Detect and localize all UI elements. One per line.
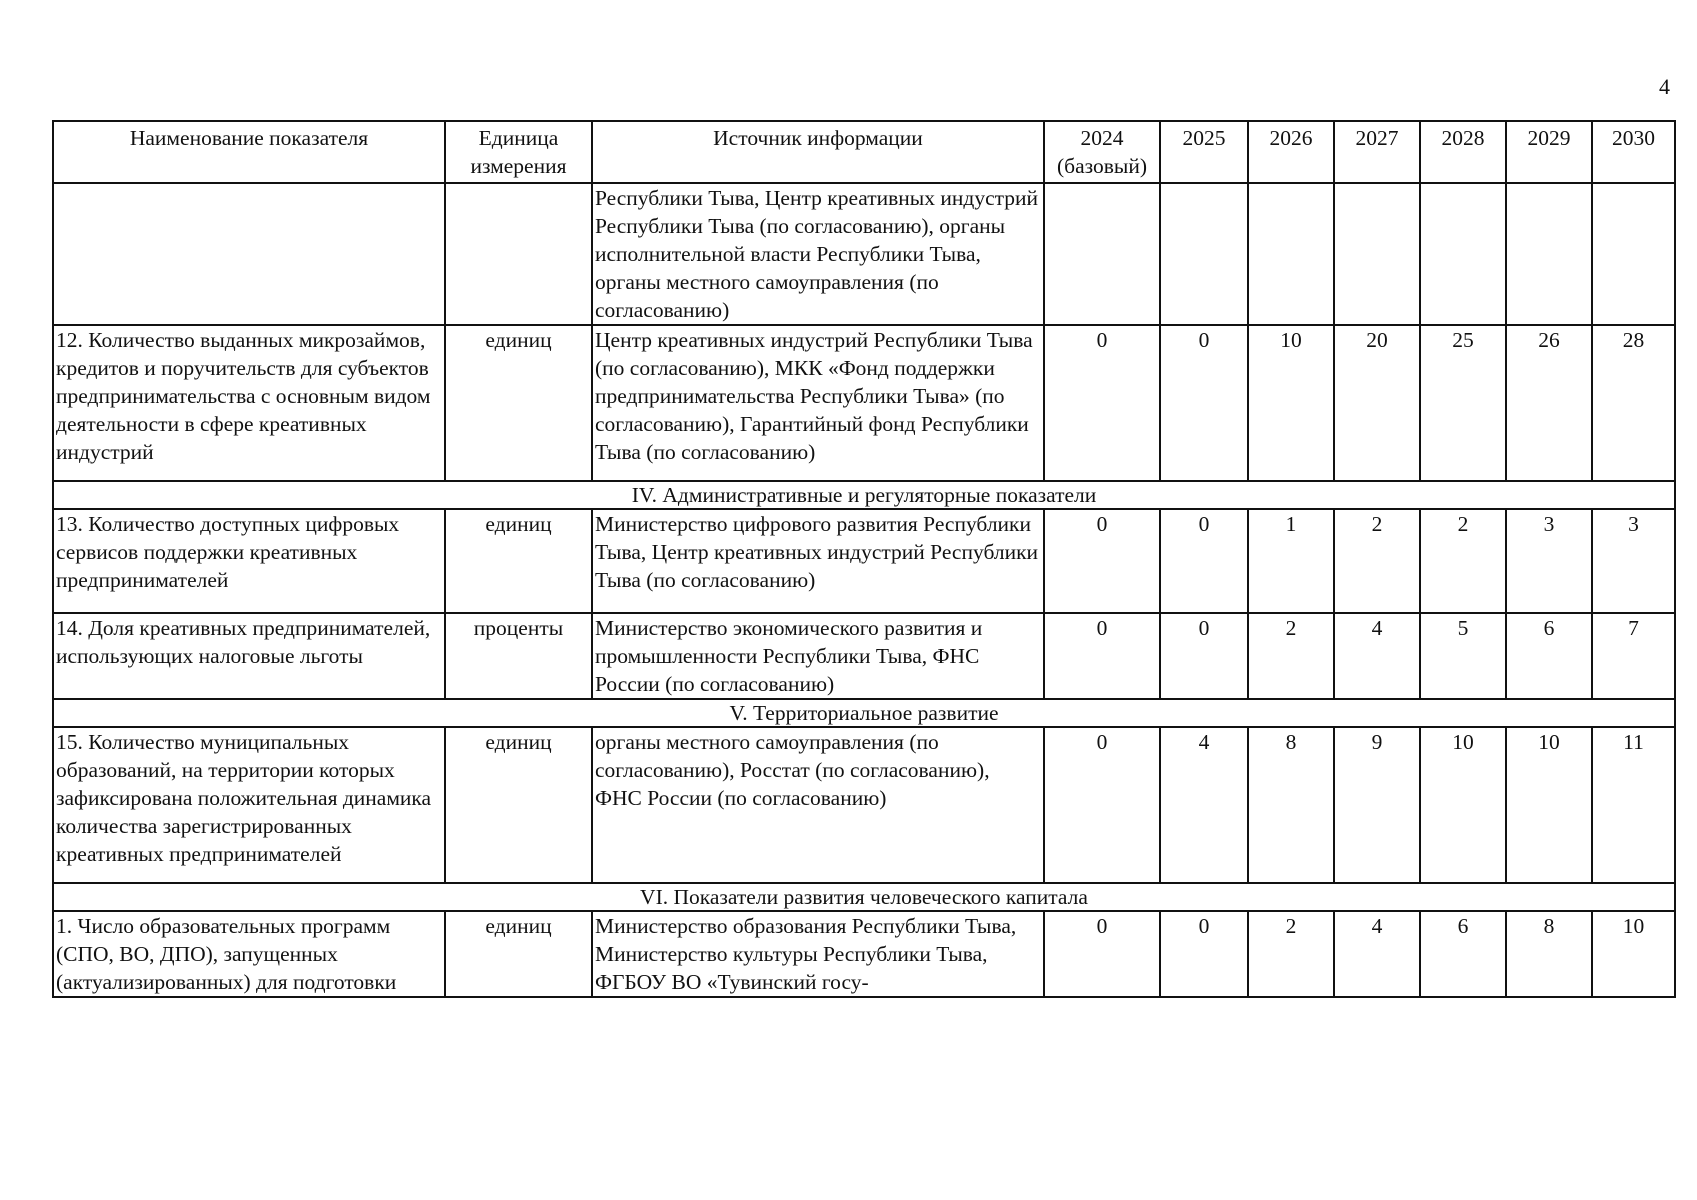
year-value: 9 (1334, 727, 1420, 883)
year-value: 0 (1160, 509, 1248, 613)
page-number: 4 (1659, 74, 1670, 99)
information-source: Министерство экономического развития и промышленности Республики Тыва, ФНС России (по согласованию) (592, 613, 1044, 699)
year-value: 8 (1506, 911, 1592, 997)
header-year-2024: 2024 (базовый) (1044, 121, 1160, 183)
year-value: 4 (1334, 613, 1420, 699)
indicators-table (52, 120, 1676, 998)
year-value: 8 (1248, 727, 1334, 883)
information-source: органы местного самоуправления (по согласованию), Росстат (по согласованию), ФНС России (по согласованию) (592, 727, 1044, 883)
header-unit: Единица измерения (445, 121, 592, 183)
year-value: 28 (1592, 325, 1675, 481)
unit: единиц (445, 911, 592, 997)
year-value: 2 (1420, 509, 1506, 613)
indicator-name: 12. Количество выданных микрозаймов, кредитов и поручительств для субъектов предпринимательства с основным видом деятельности в сфере креативных индустрий (53, 325, 445, 481)
header-year-2028: 2028 (1420, 121, 1506, 183)
year-value: 4 (1160, 727, 1248, 883)
year-value: 6 (1506, 613, 1592, 699)
year-value: 10 (1420, 727, 1506, 883)
indicator-name: 15. Количество муниципальных образований, на территории которых зафиксирована положительная динамика количества зарегистрированных креативных предпринимателей (53, 727, 445, 883)
unit (445, 183, 592, 325)
header-year-2030: 2030 (1592, 121, 1675, 183)
table-row (53, 509, 1675, 613)
year-value: 10 (1506, 727, 1592, 883)
section-header-row (53, 883, 1675, 911)
year-value: 25 (1420, 325, 1506, 481)
year-value: 5 (1420, 613, 1506, 699)
information-source: Республики Тыва, Центр креативных индустрий Республики Тыва (по согласованию), органы исполнительной власти Республики Тыва, органы местного самоуправления (по согласованию) (592, 183, 1044, 325)
table-row (53, 613, 1675, 699)
year-value: 3 (1506, 509, 1592, 613)
unit: единиц (445, 509, 592, 613)
header-year-2029: 2029 (1506, 121, 1592, 183)
year-value: 20 (1334, 325, 1420, 481)
year-value: 4 (1334, 911, 1420, 997)
indicator-name: 13. Количество доступных цифровых сервисов поддержки креативных предпринимателей (53, 509, 445, 613)
information-source: Министерство цифрового развития Республики Тыва, Центр креативных индустрий Республики Тыва (по согласованию) (592, 509, 1044, 613)
information-source: Центр креативных индустрий Республики Тыва (по согласованию), МКК «Фонд поддержки предпринимательства Республики Тыва» (по согласованию), Гарантийный фонд Республики Тыва (по согласованию) (592, 325, 1044, 481)
year-value: 0 (1044, 325, 1160, 481)
information-source: Министерство образования Республики Тыва, Министерство культуры Республики Тыва, ФГБОУ ВО «Тувинский госу- (592, 911, 1044, 997)
year-value: 2 (1248, 911, 1334, 997)
year-value: 10 (1248, 325, 1334, 481)
section-title: V. Территориальное развитие (53, 699, 1675, 727)
header-name: Наименование показателя (53, 121, 445, 183)
indicator-name: 1. Число образовательных программ (СПО, ВО, ДПО), запущенных (актуализированных) для подготовки (53, 911, 445, 997)
section-title: IV. Административные и регуляторные показатели (53, 481, 1675, 509)
year-value: 26 (1506, 325, 1592, 481)
section-header-row (53, 481, 1675, 509)
indicator-name (53, 183, 445, 325)
table-body (53, 183, 1675, 997)
year-value: 7 (1592, 613, 1675, 699)
year-value: 10 (1592, 911, 1675, 997)
year-value: 0 (1044, 613, 1160, 699)
section-title: VI. Показатели развития человеческого капитала (53, 883, 1675, 911)
header-year-2027: 2027 (1334, 121, 1420, 183)
unit: единиц (445, 727, 592, 883)
unit: единиц (445, 325, 592, 481)
header-source: Источник информации (592, 121, 1044, 183)
year-value: 0 (1044, 509, 1160, 613)
table-row (53, 183, 1675, 325)
year-value: 0 (1160, 911, 1248, 997)
table-row (53, 727, 1675, 883)
section-header-row (53, 699, 1675, 727)
table-row (53, 911, 1675, 997)
year-value: 1 (1248, 509, 1334, 613)
year-value: 0 (1160, 325, 1248, 481)
table-row (53, 325, 1675, 481)
year-value: 3 (1592, 509, 1675, 613)
year-value (1592, 183, 1675, 325)
table-header-row (53, 121, 1675, 183)
year-value (1248, 183, 1334, 325)
year-value: 6 (1420, 911, 1506, 997)
year-value: 11 (1592, 727, 1675, 883)
year-value: 0 (1044, 911, 1160, 997)
header-year-2025: 2025 (1160, 121, 1248, 183)
year-value: 2 (1248, 613, 1334, 699)
year-value (1506, 183, 1592, 325)
year-value (1420, 183, 1506, 325)
year-value: 0 (1044, 727, 1160, 883)
year-value: 0 (1160, 613, 1248, 699)
year-value (1044, 183, 1160, 325)
indicator-name: 14. Доля креативных предпринимателей, использующих налоговые льготы (53, 613, 445, 699)
header-year-2026: 2026 (1248, 121, 1334, 183)
year-value: 2 (1334, 509, 1420, 613)
year-value (1160, 183, 1248, 325)
year-value (1334, 183, 1420, 325)
unit: проценты (445, 613, 592, 699)
